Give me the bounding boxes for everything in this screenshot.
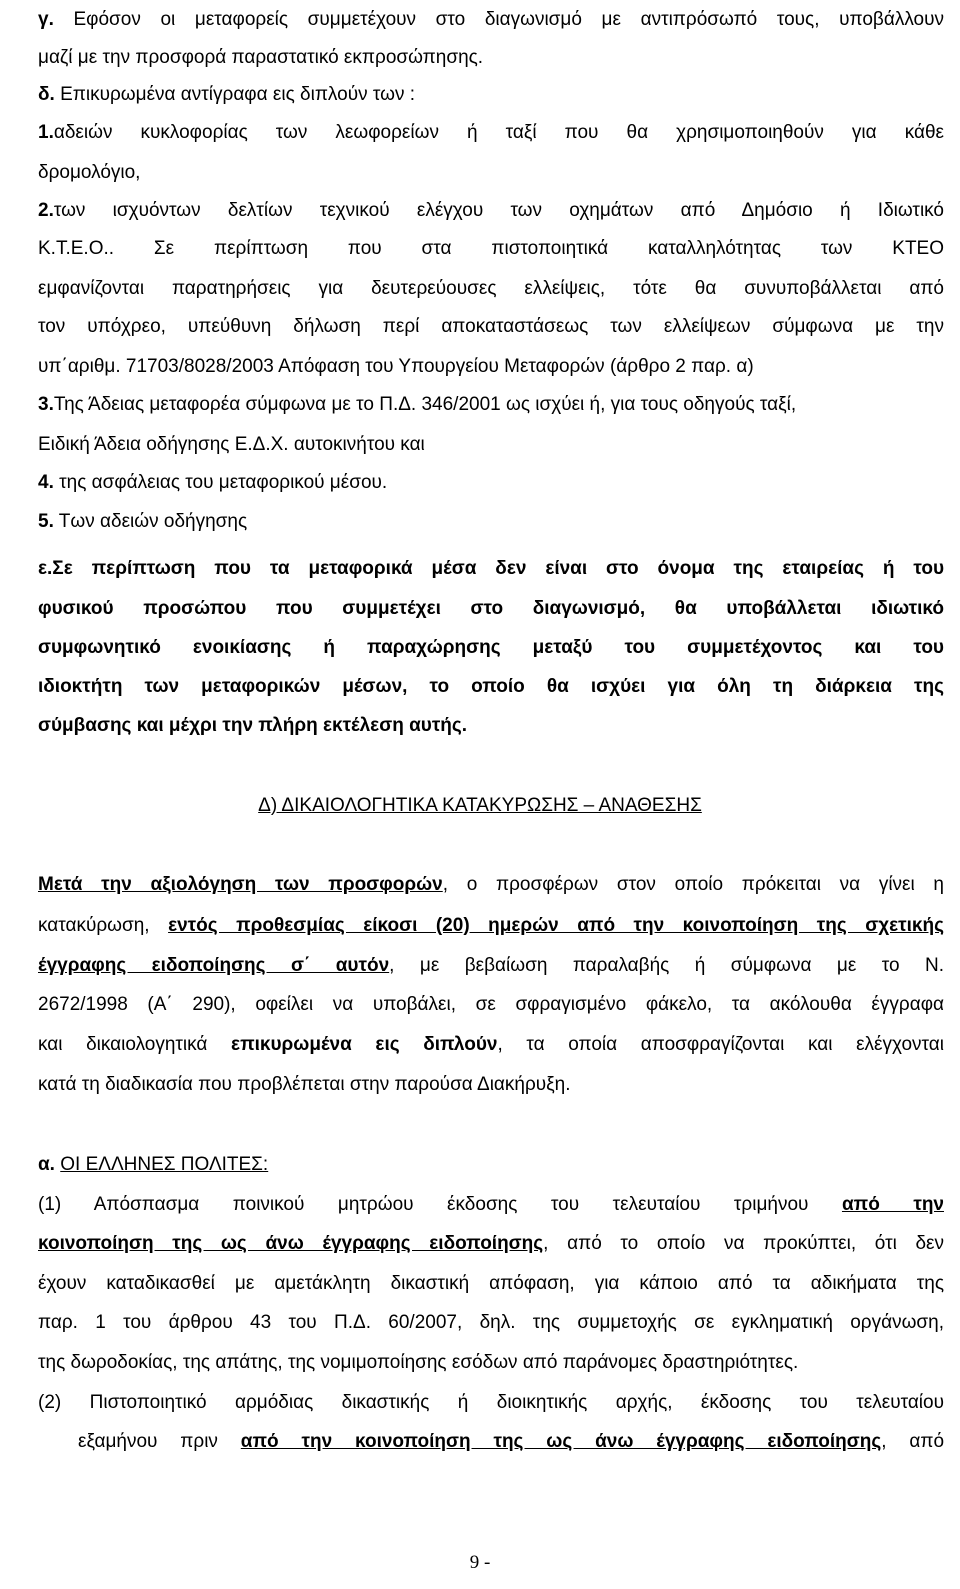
text-run: συμφωνητικό ενοικίασης ή παραχώρησης μεταξύ του συμμετέχοντος και του bbox=[38, 637, 944, 658]
text-line bbox=[38, 502, 944, 541]
text-run: 2. bbox=[38, 200, 54, 221]
text-run: Κ.Τ.Ε.Ο.. Σε περίπτωση που στα πιστοποιητικά καταλληλότητας των ΚΤΕΟ bbox=[38, 238, 944, 259]
text-run: αδειών κυκλοφορίας των λεωφορείων ή ταξί που θα χρησιμοποιηθούν για κάθε bbox=[53, 122, 944, 143]
text-run: ε.Σε περίπτωση που τα μεταφορικά μέσα δεν είναι στο όνομα της εταιρείας ή του bbox=[38, 558, 944, 579]
text-line bbox=[38, 667, 944, 706]
text-line bbox=[38, 589, 944, 628]
text-run: 1. bbox=[38, 122, 54, 143]
text-line bbox=[38, 0, 944, 39]
text-run: , από το οποίο να προκύπτει, ότι δεν bbox=[543, 1233, 944, 1254]
text-line bbox=[38, 549, 944, 588]
text-line bbox=[38, 628, 944, 667]
text-line bbox=[38, 191, 944, 230]
text-run: μαζί με την προσφορά παραστατικό εκπροσώπησης. bbox=[38, 47, 484, 68]
text-run: τον υπόχρεο, υπεύθυνη δήλωση περί αποκαταστάσεως των ελλείψεων σύμφωνα με την bbox=[38, 316, 944, 337]
text-line bbox=[38, 1065, 944, 1104]
text-run: σύμβασης και μέχρι την πλήρη εκτέλεση αυτής. bbox=[38, 715, 468, 736]
text-line bbox=[38, 865, 944, 904]
text-run: , ο προσφέρων στον οποίο πρόκειται να γίνει η bbox=[442, 874, 944, 895]
text-line bbox=[38, 1185, 944, 1224]
text-run: υπ΄αριθμ. 71703/8028/2003 Απόφαση του Υπουργείου Μεταφορών (άρθρο 2 παρ. α) bbox=[38, 356, 754, 377]
text-line bbox=[38, 1145, 944, 1184]
text-line bbox=[38, 385, 944, 424]
text-line bbox=[38, 38, 944, 77]
text-run: 5. bbox=[38, 511, 54, 532]
text-run: Μετά την αξιολόγηση των προσφορών bbox=[38, 874, 443, 895]
text-run: 4. bbox=[38, 472, 54, 493]
text-line bbox=[38, 463, 944, 502]
text-run: Των αδειών οδήγησης bbox=[53, 511, 248, 532]
text-run: κατακύρωση, bbox=[38, 915, 169, 936]
text-run: της δωροδοκίας, της απάτης, της νομιμοποίησης εσόδων από παράνομες δραστηριότητες. bbox=[38, 1352, 799, 1373]
text-line bbox=[38, 1025, 944, 1064]
text-run: α. bbox=[38, 1154, 61, 1175]
text-line bbox=[38, 1343, 944, 1382]
text-line bbox=[38, 425, 944, 464]
text-run: έχουν καταδικασθεί με αμετάκλητη δικαστική απόφαση, για κάποιο από τα αδικήματα της bbox=[38, 1273, 944, 1294]
text-run: της ασφάλειας του μεταφορικού μέσου. bbox=[53, 472, 388, 493]
text-run: Εφόσον οι μεταφορείς συμμετέχουν στο διαγωνισμό με αντιπρόσωπό τους, υποβάλλουν bbox=[53, 9, 944, 30]
text-run: από την κοινοποίηση της ως άνω έγγραφης ειδοποίησης bbox=[240, 1431, 882, 1452]
text-line bbox=[38, 347, 944, 386]
text-run: έγγραφης ειδοποίησης σ΄ αυτόν bbox=[38, 955, 390, 976]
text-line bbox=[38, 1303, 944, 1342]
text-run: 2672/1998 (Α΄ 290), οφείλει να υποβάλει, σε σφραγισμένο φάκελο, τα ακόλουθα έγγραφα bbox=[38, 994, 944, 1015]
text-run: Ειδική Άδεια οδήγησης Ε.Δ.Χ. αυτοκινήτου και bbox=[38, 434, 425, 455]
page-number: 9 - bbox=[469, 1552, 491, 1573]
text-run: εντός προθεσμίας είκοσι (20) ημερών από την κοινοποίηση της σχετικής bbox=[168, 915, 944, 936]
text-run: Επικυρωμένα αντίγραφα εις διπλούν των : bbox=[54, 84, 416, 105]
text-run: φυσικού προσώπου που συμμετέχει στο διαγωνισμό, θα υποβάλλεται ιδιωτικό bbox=[38, 598, 944, 619]
text-run: (2) Πιστοποιητικό αρμόδιας δικαστικής ή διοικητικής αρχής, έκδοσης του τελευταίου bbox=[38, 1392, 944, 1413]
text-line bbox=[38, 1383, 944, 1422]
text-line bbox=[38, 946, 944, 985]
text-run: Δ) ΔΙΚΑΙΟΛΟΓΗΤΙΚΑ ΚΑΤΑΚΥΡΩΣΗΣ – ΑΝΑΘΕΣΗΣ bbox=[258, 795, 702, 816]
text-line bbox=[38, 985, 944, 1024]
text-run: κατά τη διαδικασία που προβλέπεται στην παρούσα Διακήρυξη. bbox=[38, 1074, 571, 1095]
text-run: Της Άδειας μεταφορέα σύμφωνα με το Π.Δ. 346/2001 ως ισχύει ή, για τους οδηγούς ταξί, bbox=[53, 394, 797, 415]
text-run: (1) Απόσπασμα ποινικού μητρώου έκδοσης του τελευταίου τριμήνου bbox=[38, 1194, 842, 1215]
text-line bbox=[38, 906, 944, 945]
text-line bbox=[38, 153, 944, 192]
text-line bbox=[38, 269, 944, 308]
text-run: δρομολόγιο, bbox=[38, 162, 141, 183]
text-run: 3. bbox=[38, 394, 54, 415]
text-line bbox=[38, 1224, 944, 1263]
text-run: , από bbox=[881, 1431, 944, 1452]
text-line bbox=[38, 706, 944, 745]
text-run: παρ. 1 του άρθρου 43 του Π.Δ. 60/2007, δηλ. της συμμετοχής σε εγκληματική οργάνωση, bbox=[38, 1312, 944, 1333]
text-run: και δικαιολογητικά bbox=[38, 1034, 232, 1055]
text-run: εξαμήνου πριν bbox=[78, 1431, 241, 1452]
text-run: , τα οποία αποσφραγίζονται και ελέγχονται bbox=[497, 1034, 944, 1055]
text-run: επικυρωμένα εις διπλούν bbox=[231, 1034, 498, 1055]
text-line bbox=[78, 1422, 944, 1461]
text-run: εμφανίζονται παρατηρήσεις για δευτερεύουσες ελλείψεις, τότε θα συνυποβάλλεται από bbox=[38, 278, 944, 299]
text-line bbox=[38, 229, 944, 268]
text-run: κοινοποίηση της ως άνω έγγραφης ειδοποίησης bbox=[38, 1233, 544, 1254]
text-run: ΟΙ ΕΛΛΗΝΕΣ ΠΟΛΙΤΕΣ: bbox=[60, 1154, 269, 1175]
text-run: γ. bbox=[38, 9, 54, 30]
text-line bbox=[38, 307, 944, 346]
text-run: , με βεβαίωση παραλαβής ή σύμφωνα με το Ν. bbox=[389, 955, 944, 976]
text-line bbox=[38, 75, 944, 114]
text-run: των ισχυόντων δελτίων τεχνικού ελέγχου των οχημάτων από Δημόσιο ή Ιδιωτικό bbox=[53, 200, 944, 221]
text-run: δ. bbox=[38, 84, 55, 105]
text-run: από την bbox=[841, 1194, 944, 1215]
text-run: ιδιοκτήτη των μεταφορικών μέσων, το οποίο θα ισχύει για όλη τη διάρκεια της bbox=[38, 676, 944, 697]
text-line bbox=[38, 113, 944, 152]
text-line bbox=[38, 1264, 944, 1303]
section-heading bbox=[0, 786, 960, 825]
